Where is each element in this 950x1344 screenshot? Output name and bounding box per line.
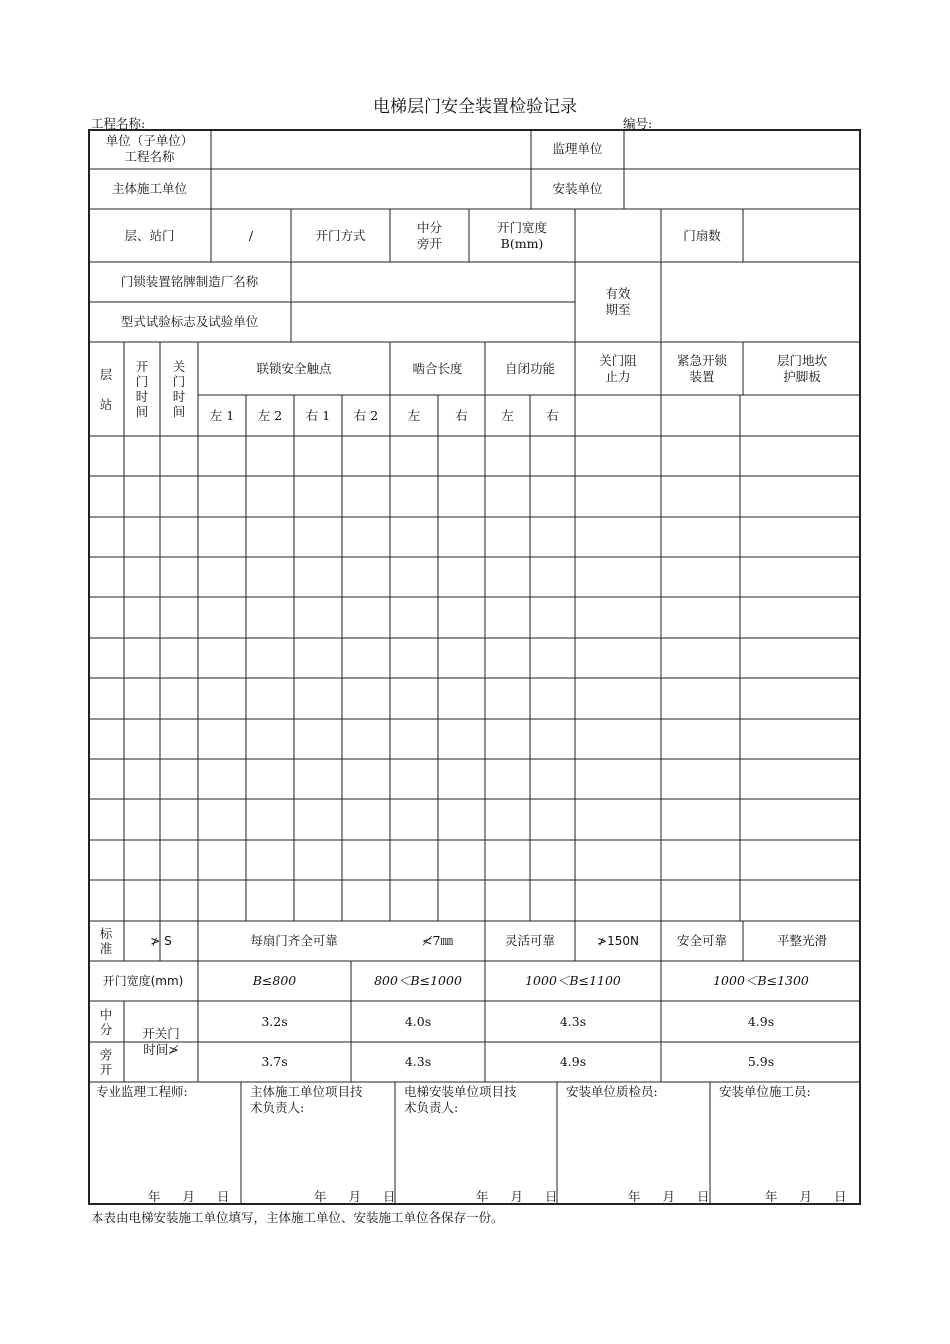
door-mode-label: 开门方式 [315,227,366,243]
right2-header: 右 2 [353,407,379,423]
leaf-count-label: 门扇数 [683,227,721,243]
engage-right-header: 右 [455,407,468,423]
center-time-value: 3.2s [261,1013,288,1029]
width-range: B≤800 [252,973,297,988]
standard-engage: ≮7㎜ [422,933,453,948]
floor-header: 层 站 [99,366,113,412]
left1-header: 左 1 [209,407,235,423]
left2-header: 左 2 [257,407,283,423]
interlock-header: 联锁安全触点 [256,360,332,376]
standard-label: 标 准 [99,926,113,956]
door-mode-value: 中分 旁开 [416,219,442,251]
center-opening-label: 中 分 [99,1006,113,1037]
standard-emergency: 安全可靠 [676,933,727,948]
standard-toe-guard: 平整光滑 [776,933,827,948]
emergency-unlock-header: 紧急开锁 装置 [676,352,727,384]
engage-length-header: 啮合长度 [412,360,463,376]
supervisor-engineer-signature: 专业监理工程师: [96,1084,188,1099]
supervisor-unit-label: 监理单位 [552,141,603,156]
main-contractor-tech-lead-signature: 主体施工单位项目技 术负责人: [250,1084,363,1115]
valid-until-label: 有效 期至 [605,286,631,317]
floor-station-label: 层、站门 [124,227,175,243]
inspection-table [88,129,861,1205]
side-time-value: 5.9s [747,1054,775,1069]
lock-maker-label: 门锁装置铭牌制造厂名称 [120,274,259,289]
toe-guard-header: 层门地坎 护脚板 [776,352,827,384]
footnote: 本表由电梯安装施工单位填写，主体施工单位、安装施工单位各保存一份。 [91,1210,504,1225]
install-unit-label: 安装单位 [552,181,603,196]
self-close-left-header: 左 [501,407,514,423]
center-time-value: 4.0s [404,1013,432,1029]
install-qc-inspector-signature: 安装单位质检员: [566,1084,658,1099]
unit-name-label: 单位（子单位） 工程名称 [105,133,194,164]
width-range: 1000＜B≤1100 [525,973,621,988]
self-close-right-header: 右 [546,407,559,423]
right1-header: 右 1 [305,407,331,423]
door-time-limit-label: 开关门 时间≯ [142,1025,180,1057]
signature-date: 年 月 日 [314,1189,396,1204]
open-time-header: 开 门 时 间 [135,359,149,419]
signature-date: 年 月 日 [476,1189,558,1204]
center-time-value: 4.9s [747,1013,775,1029]
side-time-value: 3.7s [261,1054,288,1069]
floor-station-value: / [248,227,254,243]
standard-force: ≯150N [597,934,639,948]
project-name-label: 工程名称: [91,116,146,131]
close-force-header: 关门阻 止力 [599,352,637,384]
door-width-range-label: 开门宽度(mm) [102,974,184,988]
width-range: 1000＜B≤1300 [713,973,809,988]
main-contractor-label: 主体施工单位 [111,181,187,196]
signature-date: 年 月 日 [765,1189,847,1204]
install-constructor-signature: 安装单位施工员: [719,1084,811,1099]
side-opening-label: 旁 开 [99,1047,113,1077]
type-test-label: 型式试验标志及试验单位 [120,314,259,329]
self-close-header: 自闭功能 [504,360,555,376]
engage-left-header: 左 [407,407,421,423]
center-time-value: 4.3s [559,1013,587,1029]
close-time-header: 关 门 时 间 [172,359,186,419]
side-time-value: 4.3s [404,1054,432,1069]
form-title: 电梯层门安全装置检验记录 [373,97,577,117]
side-time-value: 4.9s [559,1054,587,1069]
width-range: 800＜B≤1000 [374,973,462,988]
standard-interlock: 每扇门齐全可靠 [250,933,338,948]
elevator-install-tech-lead-signature: 电梯安装单位项目技 术负责人: [404,1084,517,1115]
standard-time: ≯ S [150,934,172,948]
code-label: 编号: [623,116,653,131]
standard-self-close: 灵活可靠 [504,933,555,948]
signature-date: 年 月 日 [148,1189,230,1204]
signature-date: 年 月 日 [628,1189,710,1204]
door-width-label: 开门宽度 B(mm) [496,219,547,251]
